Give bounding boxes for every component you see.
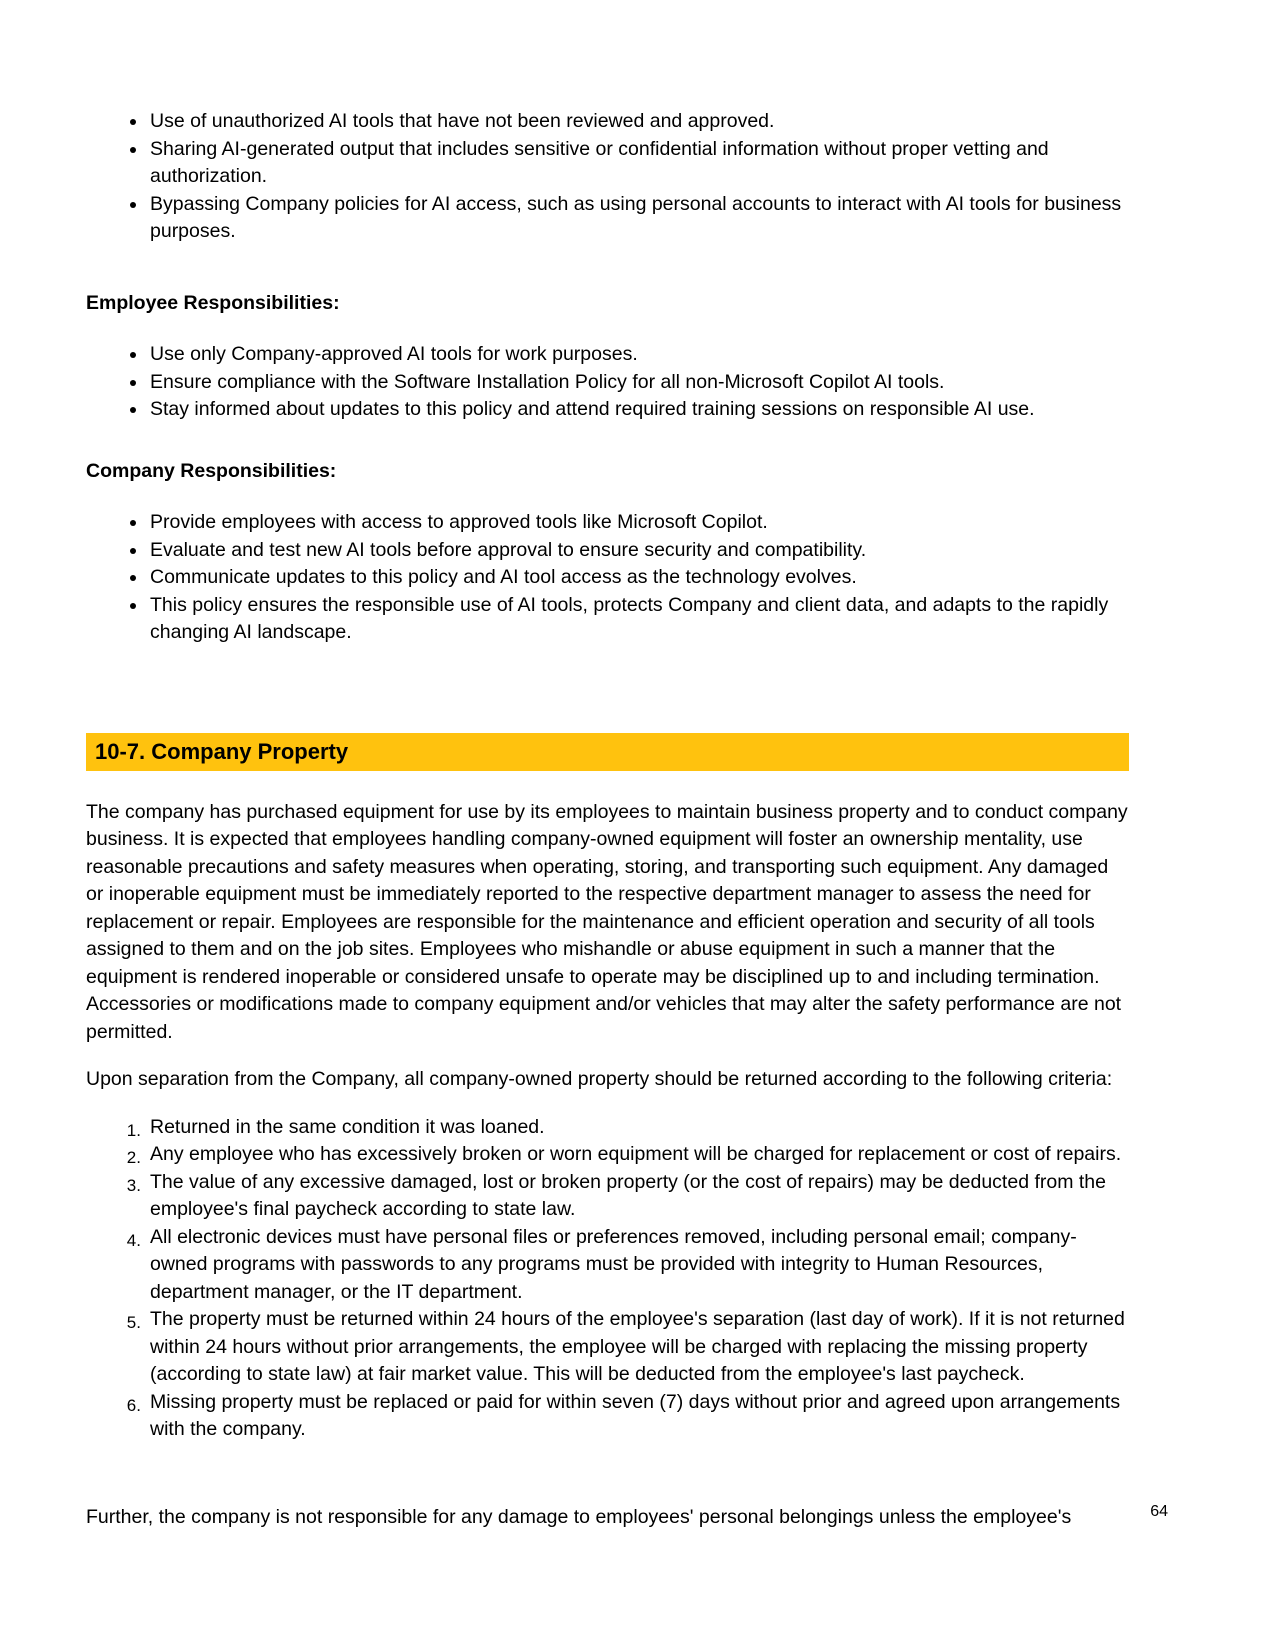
- list-item: Bypassing Company policies for AI access, such as using personal accounts to interact with AI tools for business purposes.: [86, 191, 1129, 246]
- list-item: Provide employees with access to approved tools like Microsoft Copilot.: [86, 509, 1129, 537]
- list-item: Missing property must be replaced or paid for within seven (7) days without prior and agreed upon arrangements with the company.: [150, 1390, 1121, 1440]
- section-heading-bar: [86, 733, 1129, 771]
- spacer: [86, 1444, 1129, 1504]
- list-item: Ensure compliance with the Software Installation Policy for all non-Microsoft Copilot AI tools.: [86, 369, 1129, 397]
- spacer: [86, 485, 1129, 509]
- list-item: Sharing AI-generated output that includes sensitive or confidential information without proper vetting and authorization.: [86, 136, 1129, 191]
- list-item: Any employee who has excessively broken or worn equipment will be charged for replacement or cost of repairs.: [150, 1143, 1122, 1165]
- employee-responsibilities-heading: Employee Responsibilities:: [86, 291, 340, 314]
- company-responsibilities-list: [86, 509, 1129, 647]
- section-paragraph-3: Further, the company is not responsible for any damage to employees' personal belongings unless the employee's: [86, 1505, 1072, 1528]
- list-item: Communicate updates to this policy and AI tool access as the technology evolves.: [86, 564, 1129, 592]
- company-responsibilities-heading: Company Responsibilities:: [86, 459, 337, 482]
- list-item: Evaluate and test new AI tools before approval to ensure security and compatibility.: [86, 537, 1129, 565]
- section-title: 10-7. Company Property: [95, 738, 349, 764]
- employee-responsibilities-list: [86, 341, 1129, 424]
- section-paragraph-1: The company has purchased equipment for use by its employees to maintain business property and to conduct company business. It is expected that employees handling company-owned equipment will foster an ownership mentality, use reasonable precautions and safety measures when operating, storing, and transporting such equipment. Any damaged or inoperable equipment must be immediately reported to the respective department manager to assess the need for replacement or repair. Employees are responsible for the maintenance and efficient operation and security of all tools assigned to them and on the job sites. Employees who mishandle or abuse equipment in such a manner that the equipment is rendered inoperable or considered unsafe to operate may be disciplined up to and including termination. Accessories or modifications made to company equipment and/or vehicles that may alter the safety performance are not permitted.: [86, 800, 1128, 1043]
- spacer: [86, 1094, 1129, 1114]
- list-item: Use of unauthorized AI tools that have not been reviewed and approved.: [86, 108, 1129, 136]
- list-item: All electronic devices must have personal files or preferences removed, including personal email; company-owned programs with passwords to any programs must be provided with integrity to Human Resources, department manager, or the IT department.: [150, 1225, 1077, 1303]
- spacer: [86, 424, 1129, 458]
- spacer: [86, 317, 1129, 341]
- list-item: This policy ensures the responsible use of AI tools, protects Company and client data, and adapts to the rapidly changing AI landscape.: [86, 592, 1129, 647]
- prohibited-uses-list: [86, 108, 1129, 246]
- spacer: [86, 246, 1129, 290]
- list-item: The value of any excessive damaged, lost or broken property (or the cost of repairs) may be deducted from the employee's final paycheck according to state law.: [150, 1170, 1106, 1220]
- list-item: Use only Company-approved AI tools for work purposes.: [86, 341, 1129, 369]
- spacer: [86, 1046, 1129, 1066]
- spacer: [86, 771, 1129, 799]
- page-number: 64: [1150, 1503, 1168, 1520]
- return-criteria-list: [86, 1114, 1129, 1444]
- list-item: The property must be returned within 24 hours of the employee's separation (last day of work). If it is not returned within 24 hours without prior arrangements, the employee will be charged with replacing the missing property (according to state law) at fair market value. This will be deducted from the employee's last paycheck.: [150, 1308, 1125, 1385]
- list-item: Returned in the same condition it was loaned.: [150, 1115, 545, 1138]
- section-paragraph-2: Upon separation from the Company, all company-owned property should be returned according to the following criteria:: [86, 1068, 1113, 1090]
- list-item: Stay informed about updates to this policy and attend required training sessions on responsible AI use.: [86, 396, 1129, 424]
- spacer: [86, 647, 1129, 733]
- page-content: [86, 108, 1129, 1531]
